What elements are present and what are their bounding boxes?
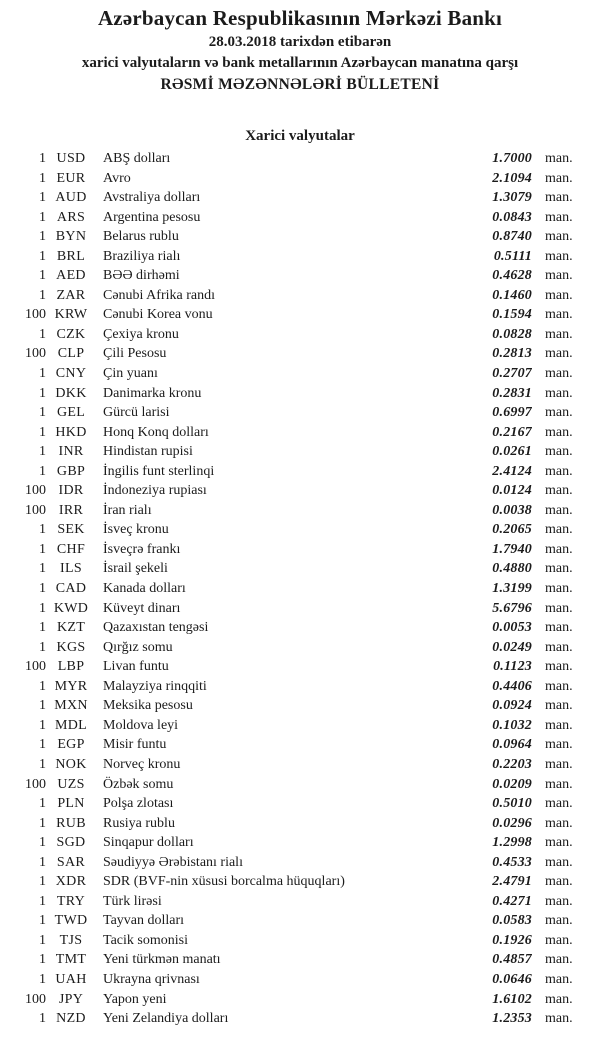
rate-row [0,931,600,951]
rate-value: 1.7000 [492,151,532,166]
quantity-value: 1 [39,678,46,694]
currency-name: Danimarka kronu [103,385,202,401]
unit-label: man. [545,874,573,890]
quantity-value: 1 [39,209,46,225]
rate-value: 1.6102 [492,991,532,1007]
rate-value: 0.2831 [492,385,532,401]
unit-label: man. [545,307,573,323]
unit-label: man. [545,893,573,909]
rate-row [0,208,600,228]
currency-name: İsveç kronu [103,522,169,538]
quantity-value: 1 [39,796,46,812]
currency-name: Avstraliya dolları [103,190,201,206]
unit-label: man. [545,639,573,655]
rate-row [0,579,600,599]
currency-name: Cənubi Afrika randı [103,287,215,303]
rate-row [0,657,600,677]
unit-label: man. [545,170,573,186]
quantity-value: 100 [25,502,46,518]
unit-label: man. [545,248,573,264]
rate-row [0,892,600,912]
quantity-value: 1 [39,893,46,909]
quantity-value: 100 [25,307,46,323]
currency-name: Tayvan dolları [103,913,185,929]
unit-label: man. [545,405,573,421]
currency-name: İsveçrə frankı [103,541,181,557]
effective-date-line: 28.03.2018 tarixdən etibarən [208,34,392,50]
bank-title: Azərbaycan Respublikasının Mərkəzi Bankı [97,6,503,30]
unit-label: man. [545,326,573,342]
quantity-value: 1 [39,366,46,382]
quantity-value: 1 [39,600,46,616]
currency-code: BYN [55,229,87,245]
quantity-value: 1 [39,1011,46,1027]
quantity-value: 1 [39,971,46,987]
quantity-value: 1 [39,229,46,245]
unit-label: man. [545,971,573,987]
currency-name: İndoneziya rupiası [103,483,207,499]
currency-code: NOK [55,756,87,772]
quantity-value: 100 [25,659,46,675]
currency-code: CZK [56,326,86,342]
currency-name: Yapon yeni [103,991,167,1007]
currency-name: Livan funtu [103,659,169,675]
unit-label: man. [545,151,573,166]
currency-name: Misir funtu [103,737,167,753]
rate-value: 2.4124 [492,463,532,479]
currency-code: SAR [56,854,86,870]
rates-table-body [0,149,600,1029]
unit-label: man. [545,541,573,557]
currency-name: Hindistan rupisi [103,444,193,460]
quantity-value: 1 [39,248,46,264]
currency-code: IRR [58,502,84,518]
rate-row [0,775,600,795]
currency-code: KGS [56,639,86,655]
unit-label: man. [545,756,573,772]
currency-name: Cənubi Korea vonu [103,307,213,323]
currency-code: PLN [57,796,85,812]
currency-name: Qırğız somu [103,639,173,655]
unit-label: man. [545,796,573,812]
rate-value: 0.4857 [492,952,532,968]
quantity-value: 1 [39,815,46,831]
currency-code: CHF [56,541,86,557]
currency-name: Avro [103,170,131,186]
unit-label: man. [545,581,573,597]
rate-row [0,716,600,736]
rate-value: 0.4533 [492,854,532,870]
currency-code: ARS [56,209,86,225]
currency-name: Rusiya rublu [103,815,175,831]
currency-name: Çin yuanı [103,366,158,382]
rate-value: 0.1926 [492,932,532,948]
currency-code: NZD [56,1011,86,1027]
rate-row [0,344,600,364]
exchange-rates-table [0,149,600,1029]
quantity-value: 1 [39,698,46,714]
rate-value: 0.0964 [492,737,532,753]
rate-value: 0.0249 [492,639,532,655]
rate-row [0,520,600,540]
rate-value: 0.0828 [492,326,532,342]
currency-name: Qazaxıstan tengəsi [103,620,209,636]
quantity-value: 1 [39,541,46,557]
quantity-value: 1 [39,620,46,636]
rate-value: 0.4271 [492,893,532,909]
quantity-value: 1 [39,717,46,733]
rate-value: 0.4406 [492,678,532,694]
unit-label: man. [545,620,573,636]
currency-code: EGP [57,737,85,753]
currency-name: Özbək somu [103,776,174,792]
quantity-value: 1 [39,639,46,655]
rate-row [0,696,600,716]
quantity-value: 1 [39,385,46,401]
rate-row [0,872,600,892]
rate-value: 0.0843 [492,209,532,225]
rate-row [0,677,600,697]
rate-value: 0.0646 [492,971,532,987]
unit-label: man. [545,190,573,206]
unit-label: man. [545,835,573,851]
quantity-value: 1 [39,326,46,342]
rate-value: 0.4880 [492,561,532,577]
unit-label: man. [545,932,573,948]
quantity-value: 1 [39,913,46,929]
currency-name: Malayziya rinqqiti [103,678,207,694]
rate-row [0,403,600,423]
unit-label: man. [545,385,573,401]
quantity-value: 1 [39,932,46,948]
rate-row [0,618,600,638]
rate-row [0,735,600,755]
currency-code: DKK [55,385,87,401]
currency-name: BƏƏ dirhəmi [103,268,180,284]
currency-code: KRW [54,307,88,323]
quantity-value: 1 [39,561,46,577]
quantity-value: 1 [39,952,46,968]
unit-label: man. [545,600,573,616]
unit-label: man. [545,913,573,929]
rate-value: 1.7940 [492,541,532,557]
unit-label: man. [545,502,573,518]
unit-label: man. [545,209,573,225]
rate-value: 0.2707 [492,366,532,382]
unit-label: man. [545,483,573,499]
currency-code: JPY [58,991,84,1007]
unit-label: man. [545,952,573,968]
currency-code: XDR [55,874,87,890]
currency-name: Norveç kronu [103,756,181,772]
rate-row [0,599,600,619]
currency-code: RUB [56,815,86,831]
quantity-value: 1 [39,170,46,186]
rate-row [0,227,600,247]
currency-code: BRL [56,248,86,264]
currency-code: SGD [56,835,86,851]
unit-label: man. [545,346,573,362]
rate-row [0,442,600,462]
quantity-value: 1 [39,835,46,851]
rate-row [0,755,600,775]
currency-name: İsrail şekeli [103,561,168,577]
unit-label: man. [545,444,573,460]
quantity-value: 1 [39,854,46,870]
rate-row [0,950,600,970]
unit-label: man. [545,1011,573,1027]
currency-code: MYR [54,678,88,694]
currency-code: UZS [57,776,85,792]
rate-row [0,814,600,834]
rate-value: 0.0124 [492,483,532,499]
unit-label: man. [545,561,573,577]
currency-code: AED [56,268,86,284]
rate-row [0,462,600,482]
quantity-value: 1 [39,874,46,890]
currency-name: Gürcü larisi [103,405,170,421]
rate-row [0,833,600,853]
currency-name: İngilis funt sterlinqi [103,463,215,479]
rate-row [0,481,600,501]
rate-row [0,169,600,189]
currency-name: Argentina pesosu [103,209,201,225]
rate-value: 2.4791 [492,874,532,890]
rate-row [0,423,600,443]
currency-name: Yeni türkmən manatı [103,952,221,968]
unit-label: man. [545,815,573,831]
currency-name: İran rialı [103,502,152,518]
quantity-value: 1 [39,151,46,166]
rate-row [0,384,600,404]
rate-row [0,1009,600,1029]
quantity-value: 100 [25,776,46,792]
rate-value: 5.6796 [492,600,532,616]
currency-code: KWD [53,600,89,616]
currency-code: INR [58,444,84,460]
rate-value: 0.2813 [492,346,532,362]
currency-name: Çili Pesosu [103,346,167,362]
currency-name: Küveyt dinarı [103,600,181,616]
quantity-value: 1 [39,463,46,479]
rate-row [0,911,600,931]
currency-code: GBP [56,463,86,479]
unit-label: man. [545,854,573,870]
quantity-value: 100 [25,991,46,1007]
quantity-value: 1 [39,737,46,753]
rate-value: 1.2353 [492,1011,532,1027]
rate-value: 0.0261 [492,444,532,460]
bulletin-subtitle: xarici valyutaların və bank metallarının Azərbaycan manatına qarşı [81,55,519,71]
currency-name: Braziliya rialı [103,248,181,264]
unit-label: man. [545,366,573,382]
rate-row [0,247,600,267]
unit-label: man. [545,229,573,245]
rate-row [0,286,600,306]
currency-name: SDR (BVF-nin xüsusi borcalma hüquqları) [103,874,345,890]
quantity-value: 1 [39,581,46,597]
currency-code: AUD [55,190,87,206]
quantity-value: 1 [39,444,46,460]
rate-value: 0.0209 [492,776,532,792]
rate-value: 0.2065 [492,522,532,538]
rate-row [0,970,600,990]
currency-code: HKD [55,424,87,440]
rate-value: 0.0583 [492,913,532,929]
currency-code: TMT [55,952,87,968]
rate-row [0,364,600,384]
section-title-foreign-currencies: Xarici valyutalar [245,128,355,144]
currency-name: Belarus rublu [103,229,179,245]
rate-value: 0.5111 [493,248,532,264]
unit-label: man. [545,287,573,303]
rate-value: 0.0296 [492,815,532,831]
rate-row [0,853,600,873]
rate-value: 0.1032 [492,717,532,733]
quantity-value: 1 [39,287,46,303]
rate-value: 0.4628 [492,268,532,284]
currency-name: Ukrayna qrivnası [103,971,200,987]
quantity-value: 1 [39,190,46,206]
unit-label: man. [545,463,573,479]
quantity-value: 100 [25,346,46,362]
rate-value: 0.0053 [492,620,532,636]
currency-name: Meksika pesosu [103,698,193,714]
currency-code: MXN [54,698,88,714]
rate-value: 0.1594 [492,307,532,323]
currency-code: TJS [59,932,83,948]
currency-name: Səudiyyə Ərəbistanı rialı [103,854,243,870]
currency-name: Moldova leyi [103,717,179,733]
rate-row [0,559,600,579]
currency-name: Kanada dolları [103,581,186,597]
currency-name: Türk lirəsi [103,893,162,909]
quantity-value: 1 [39,424,46,440]
unit-label: man. [545,522,573,538]
currency-name: Tacik somonisi [103,932,188,948]
currency-code: ILS [60,561,82,577]
rate-value: 0.5010 [492,796,532,812]
rate-value: 0.1460 [492,287,532,303]
quantity-value: 1 [39,522,46,538]
currency-code: TRY [56,893,86,909]
currency-name: Sinqapur dolları [103,835,194,851]
rate-row [0,990,600,1010]
unit-label: man. [545,717,573,733]
currency-code: CNY [55,366,87,382]
rate-value: 0.0924 [492,698,532,714]
rate-row [0,149,600,169]
rate-value: 1.3199 [492,581,532,597]
rate-value: 0.6997 [492,405,532,421]
bulletin-title: RƏSMİ MƏZƏNNƏLƏRİ BÜLLETENİ [160,76,440,93]
quantity-value: 1 [39,756,46,772]
currency-code: KZT [56,620,86,636]
unit-label: man. [545,698,573,714]
currency-name: Çexiya kronu [103,326,179,342]
unit-label: man. [545,678,573,694]
currency-code: SEK [57,522,85,538]
currency-code: CLP [57,346,85,362]
currency-code: UAH [55,971,87,987]
unit-label: man. [545,268,573,284]
currency-code: ZAR [56,287,86,303]
rate-value: 0.0038 [492,502,532,518]
rate-row [0,794,600,814]
unit-label: man. [545,776,573,792]
rate-value: 0.1123 [493,659,532,675]
rate-row [0,325,600,345]
rate-row [0,188,600,208]
currency-code: GEL [56,405,86,421]
currency-code: IDR [58,483,84,499]
rate-value: 0.2203 [492,756,532,772]
quantity-value: 100 [25,483,46,499]
rate-value: 2.1094 [492,170,532,186]
unit-label: man. [545,424,573,440]
currency-name: Yeni Zelandiya dolları [103,1011,229,1027]
currency-code: CAD [55,581,87,597]
currency-code: LBP [57,659,85,675]
currency-name: ABŞ dolları [103,151,171,166]
currency-code: MDL [54,717,87,733]
currency-code: USD [56,151,86,166]
rate-row [0,266,600,286]
currency-code: EUR [56,170,86,186]
rate-row [0,501,600,521]
unit-label: man. [545,991,573,1007]
rate-value: 0.2167 [492,424,532,440]
quantity-value: 1 [39,405,46,421]
rate-row [0,540,600,560]
unit-label: man. [545,659,573,675]
quantity-value: 1 [39,268,46,284]
unit-label: man. [545,737,573,753]
currency-name: Polşa zlotası [103,796,174,812]
rate-row [0,638,600,658]
rate-value: 1.3079 [492,190,532,206]
currency-code: TWD [54,913,88,929]
rate-row [0,305,600,325]
rate-value: 1.2998 [492,835,532,851]
rate-value: 0.8740 [492,229,532,245]
currency-name: Honq Konq dolları [103,424,209,440]
